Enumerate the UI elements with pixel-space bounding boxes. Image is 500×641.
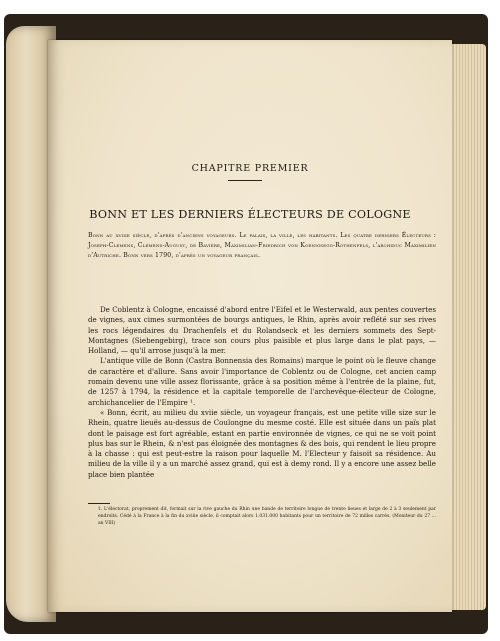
page-edges xyxy=(448,44,486,610)
page-title: BONN ET LES DERNIERS ÉLECTEURS DE COLOGNE xyxy=(89,208,411,221)
book-page xyxy=(48,40,452,612)
chapter-summary xyxy=(88,231,436,262)
summary-text: Bonn au xviiie siècle, d'après d'anciens voyageurs. Le palais, la ville, les habitants. Les quatre derniers Électeurs : Joseph-Clemens, Clemens-August, de Bavière, Maximilian-Friedrich von Koenigsegg-Rothenfels, l'archiduc Maximilien d'Autriche. Bonn vers 1790, d'après un voyageur français. xyxy=(88,232,436,260)
paragraph: De Coblentz à Cologne, encaissé d'abord entre l'Eifel et le Westerwald, aux pentes couvertes de vignes, aux cimes surmontées de bourgs antiques, le Rhin, après avoir reflété sur ses rives les rocs légendaires du Drachenfels et du Rolandseck et les derniers sommets des Sept-Montagnes (Siebengebirg), trace son cours plus paisible et plus large dans le plat pays, — Holland, — qu'il arrose jusqu'à la mer. xyxy=(88,305,436,356)
footnote-rule xyxy=(88,503,110,504)
paragraph: L'antique ville de Bonn (Castra Bonnensia des Romains) marque le point où le fleuve change de caractère et d'allure. Sans avoir l'importance de Coblentz ou de Cologne, cet ancien camp romain devenu une ville assez florissante, grâce à sa position même à l'entrée de la plaine, fut, de 1257 à 1794, la résidence et la capitale temporelle de l'archevêque-électeur de Cologne, archichancelier de l'Empire ¹. xyxy=(88,356,436,407)
chapter-rule xyxy=(228,180,262,181)
chapter-heading: CHAPITRE PREMIER xyxy=(191,163,309,174)
footnote: 1. L'électorat, proprement dit, formait sur la rive gauche du Rhin une bande de territoire longue de trente lieues et large de 2 à 3 seulement par endroits. Cédé à la France à la fin du xviiie siècle, il comptait alors 1.031.000 habitants pour un territoire de 72 milles carrés. (Moniteur du 27 ... an VIII) xyxy=(98,507,436,527)
page-content xyxy=(48,40,452,612)
body-text xyxy=(88,305,436,480)
paragraph: « Bonn, écrit, au milieu du xviie siècle, un voyageur français, est une petite ville size sur le Rhein, quatre lieuës au-dessus de Coulongne du mesme costé. Elle est située dans un païs plat dont le paisage est fort agréable, estant en partie environnée de vignes, ce qui ne se voit point plus bas sur le Rhein, & n'est pas éloignée des montagnes & des bois, qui rendent le lieu propre à la chasse : qui est peut-estre la raison pour laquelle M. l'Electeur y faisoit sa résidence. Au milieu de la ville il y a un marché assez grand, qui est à demy rond. Il y a encore une assez belle place bien plantée xyxy=(88,407,436,479)
